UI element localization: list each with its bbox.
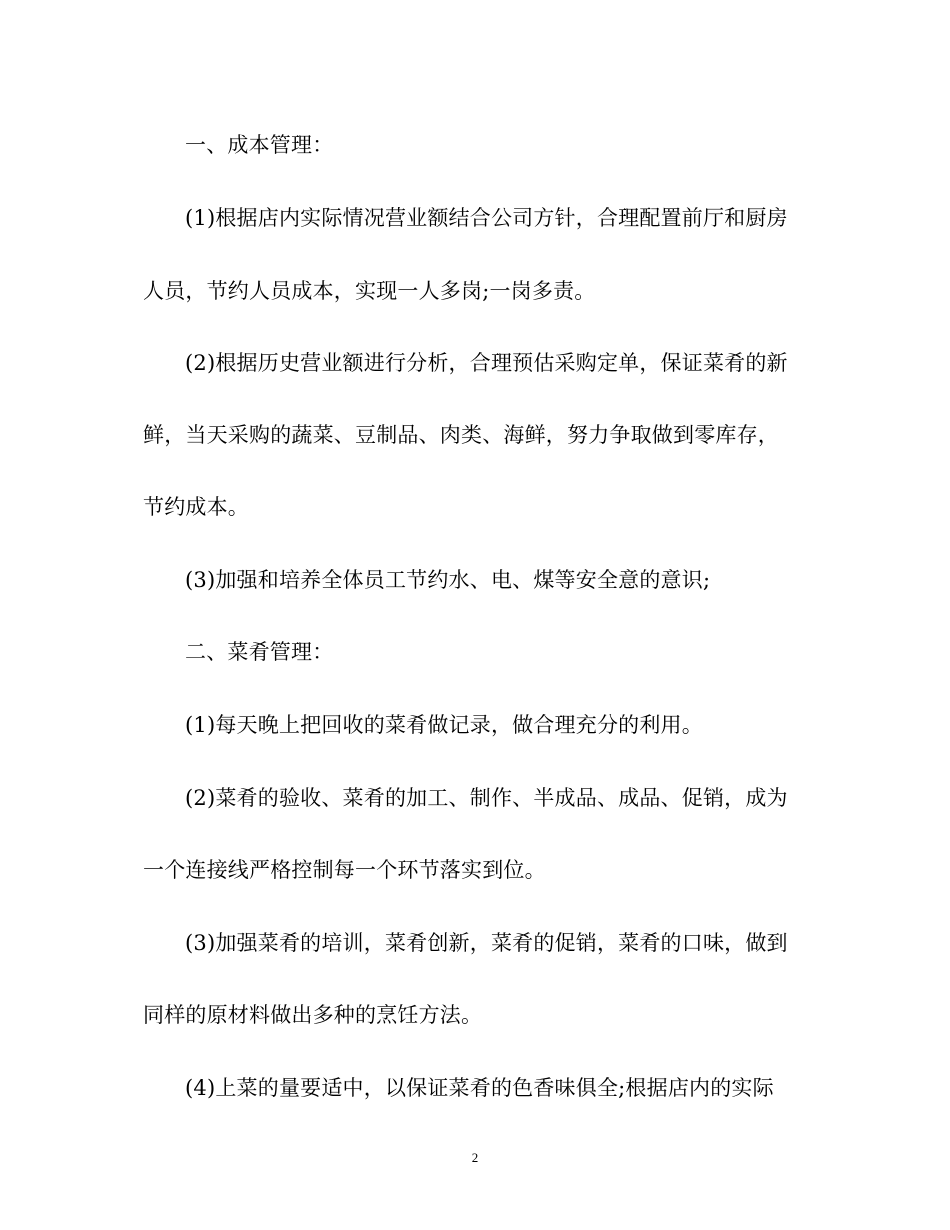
paragraph-line: (2)菜肴的验收、菜肴的加工、制作、半成品、成品、促销，成为 [185, 786, 788, 810]
paragraph-line: (4)上菜的量要适中，以保证菜肴的色香味俱全;根据店内的实际 [185, 1076, 774, 1100]
paragraph-line: (3)加强菜肴的培训，菜肴创新，菜肴的促销，菜肴的口味，做到 [185, 931, 788, 955]
paragraph-line: (1)根据店内实际情况营业额结合公司方针，合理配置前厅和厨房 [185, 206, 788, 230]
paragraph-line: (3)加强和培养全体员工节约水、电、煤等安全意的意识; [185, 568, 711, 592]
page-number: 2 [471, 1150, 479, 1165]
paragraph-line: 人员，节约人员成本，实现一人多岗;一岗多责。 [143, 279, 596, 303]
paragraph-line: 节约成本。 [143, 495, 249, 519]
paragraph-line: 一个连接线严格控制每一个环节落实到位。 [143, 858, 546, 882]
paragraph-line: (1)每天晚上把回收的菜肴做记录，做合理充分的利用。 [185, 713, 703, 737]
paragraph-line: 同样的原材料做出多种的烹饪方法。 [143, 1003, 483, 1027]
paragraph-line: 鲜，当天采购的蔬菜、豆制品、肉类、海鲜，努力争取做到零库存， [143, 423, 779, 447]
paragraph-line: (2)根据历史营业额进行分析，合理预估采购定单，保证菜肴的新 [185, 351, 788, 375]
section-heading-cost-management: 一、成本管理： [185, 133, 334, 157]
section-heading-dish-management: 二、菜肴管理： [185, 640, 334, 664]
